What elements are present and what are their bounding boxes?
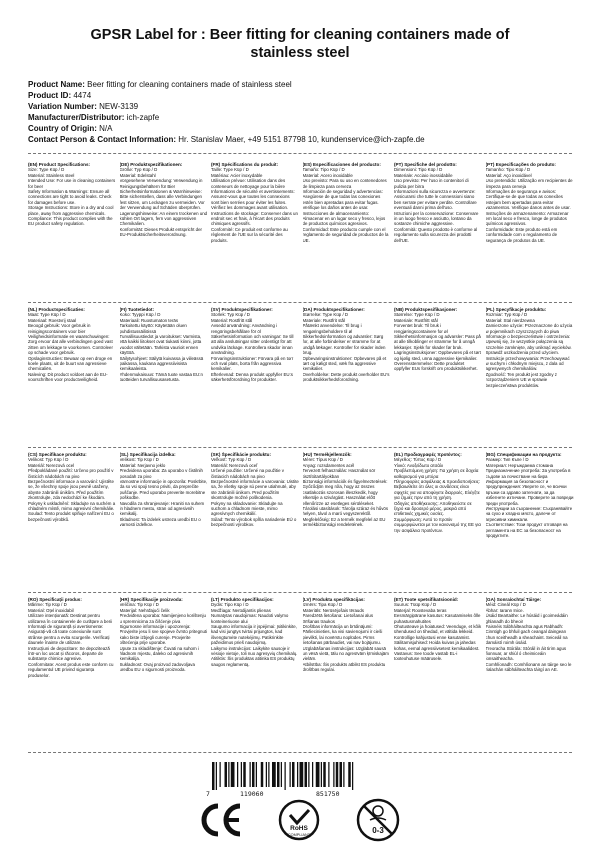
manufacturer-row: Manufacturer/Distributor: ich-zapfe [28,113,160,122]
spec-line: Lagerungshinweise: An einem trockenen und kühlen Ort lagern, fern von aggressiven Chemikalien. [119,210,208,227]
spec-line: Materiale: Acciaio inossidabile [394,172,453,178]
spec-line: Dydis: Tipo Küp / D [211,602,249,608]
spec-block [211,162,299,300]
spec-line: Opslaginstructies: Bewaar op een droge en koele plaats, uit de buurt van agressieve chemicaliën. [28,355,113,372]
spec-line: Materiál: Nerezová oceľ [211,462,258,468]
barcode-bar [268,762,269,787]
spec-line: Conformitate: Acest produs este conform cu regulamentul UE privind siguranța produselor. [28,661,114,678]
spec-line: Paredzētā lietošana: Lietošanai alus tīrīšanas traukos [302,613,374,624]
spec-line: Størrelse: Type Küp / D [394,312,440,318]
spec-line: Méid: Cineál Küp / D [485,602,526,608]
spec-line: Förvaringsinstruktioner: Förvara på en torr och sval plats, borta från aggressiva kemikalier. [211,355,294,372]
spec-line: Vorgesehene Verwendung: Verwendung in Reinigungsbehältern für Bier [119,178,203,189]
barcode-bar [316,762,320,787]
spec-line: Tárolási utasítások: Tárolja száraz és hűvös helyen, távol a maró vegyszerektől. [302,506,389,517]
spec-line: Materiał: Stal nierdzewna [485,317,535,323]
barcode-bar [328,762,329,787]
spec-line: Instructions de stockage: Conserver dans un endroit sec et frais, à l'écart des produits chimiques agressifs. [211,210,298,227]
spec-line: Säkerhetsinformation och varningar: Se till att alla anslutningar sitter ordentligt för att undvika läckage. Kontrollera skador innan användning. [211,334,294,356]
spec-line: Maat: Type Küp / D [28,312,66,318]
variation-number-row: Variation Number: NEW-3139 [28,102,139,111]
barcode-digit-group: 851750 [316,790,340,798]
spec-line: Numatytas naudojimas: Naudoti valymo konteineriuose alui [211,613,289,624]
divider [28,302,572,303]
rohs-compliant-label: COMPLIANT [287,833,311,837]
spec-line: Informații de siguranță și avertismente: Asigurați-vă că toate conexiunile sunt strânse pentru a evita scurgerile. Verificați daunele înainte de utilizare. [28,624,110,646]
spec-line: Safety Information & Warnings: Ensure all connections are tight to avoid leaks. Check for damages before use. [28,189,112,205]
barcode-bar [231,762,235,787]
age-warning-icon [356,798,400,842]
spec-heading: (FI) Tuotetiedot: [119,307,155,312]
spec-line: Súlad: Tento výrobok spĺňa nariadenie EÚ o bezpečnosti výrobkov. [211,516,297,528]
barcode-bar [297,762,298,787]
age-label: 0-3 [372,826,384,835]
spec-line: Material: Rostfritt stål [211,317,253,323]
spec-line: Upute za skladištenje: Čuvati na suhom i hladnom mjestu, daleko od agresivnih kemikalija. [119,645,199,662]
spec-line: Ohutusteave ja hoiatused: Veenduge, et kõik ühendused on tihedad, et vältida lekkeid. Kontrollige kahjustusi enne kasutamist. [394,624,482,640]
product-id-row: Product ID: 4474 [28,91,92,100]
spec-line: Overensstemmelse: Dette produktet oppfyller EUs forskrift om produktsikkerhet. [394,361,478,372]
spec-line: Predviđena uporaba: Namijenjeno korištenju u spremnicima za čišćenje piva [119,613,206,624]
divider [28,592,572,593]
barcode-bar [272,762,276,787]
spec-line: Navodila za shranjevanje: Hraniti na suhem in hladnem mestu, stran od agresivnih kemikalij. [119,500,205,517]
spec-line: Størrelse: Type Küp / D [302,312,349,318]
spec-line: Skladnost: Ta izdelek ustreza uredbi EU o varnosti izdelkov. [119,516,201,528]
spec-line: Velikost: Typ Küp / D [28,457,69,463]
spec-heading: (DA) Produktspecifikationer: [302,307,365,312]
spec-line: Ábhar: Iarann Inice. [485,607,524,613]
barcode-bar [212,762,215,790]
spec-block [486,452,574,590]
spec-line: Uzglabāšanas instrukcijas: Uzglabāt sausā un vēsā vietā, tālu no agresīvām ķīmiskajām vielām. [302,645,389,662]
spec-line: Uso previsto: Per l'uso in contenitori di pulizia per birra [394,178,469,189]
divider [28,752,572,753]
spec-block [394,162,482,300]
spec-heading: (PL) Specyfikacje produktu: [485,307,547,312]
spec-line: Velikost: Tip Küp / D [119,457,159,463]
spec-line: Forventet bruk: Til bruk i rengjøringscontainere for øl [394,323,448,334]
spec-line: Materiaal: Roestvrij staal [28,317,77,323]
spec-block [28,307,116,445]
spec-line: Säilitamisjuhised: Hoida kuivas ja jahedas kohas, eemal agressiivsetest kemikaalidest. [394,640,480,651]
barcode-bar [216,762,217,790]
contact-row: Contact Person & Contact Information: Hr. Stanislav Maer, +49 5151 87798 10, kundenservice@ich-zapfe.de [28,135,425,144]
spec-line: Instruções de armazenamento: Armazenar em local seco e fresco, longe de produtos químicos agressivos. [485,210,569,227]
spec-heading: (LV) Produkta specifikācijas: [302,597,365,602]
spec-heading: (DE) Produktspezifikationen: [119,162,183,167]
spec-line: Conformidade: Este produto está em conformidade com o regulamento de segurança de produtos da UE. [485,226,558,243]
spec-line: Overholdelse: Dette produkt overholder EU's produktsikkerhedsforordning. [302,371,390,383]
spec-heading: (RO) Specificații produs: [28,597,82,602]
barcode-bar [241,762,242,787]
barcode-bar [290,762,291,787]
spec-line: Conformité: Ce produit est conforme au règlement de l'UE sur la sécurité des produits. [211,226,288,243]
spec-heading: (EN) Product Specifications: [28,162,91,167]
barcode-bar [261,762,264,787]
spec-line: Utilisation prévue: Utilisation dans des conteneurs de nettoyage pour la bière [211,178,286,189]
barcode-bar [292,762,295,787]
spec-line: Varnostne informacije in opozorila: Poskrbite, da so vsi spoji tesno priviti, da preprečite puščanje. Pred uporabo preverite morebitne poškodbe. [119,479,208,501]
spec-line: Materiale: Rustfritt stål [394,317,438,323]
spec-line: Yhdenmukaisuus: Tämä tuote vastaa EU:n tuotteiden turvallisuusasetusta. [119,371,203,383]
spec-heading: (HR) Specifikacije proizvoda: [119,597,183,602]
barcode-bar [220,762,221,787]
spec-block [303,452,391,590]
spec-heading: (SK) Špecifikácie produktu: [211,452,271,457]
spec-line: Påtænkt anvendelse: Til brug i rengøringsbeholdere til øl [302,323,362,334]
divider [28,447,572,448]
spec-line: Sicherheitsinformationen & Warnhinweise: Bitte sicherstellen, dass alle Verbindungen fest sitzen, um Leckagen zu vermeiden. Vor der Verwendung auf Schäden überprüfen. [119,189,205,211]
spec-line: Určené použitie: Určené na použitie v čistiacich nádobách na pivo [211,468,284,479]
spec-line: Tarkoitettu käyttö: Käytetään oluen puhdistussäiliöissä [119,323,187,334]
spec-line: Dimensioni: Tipo Küp / D [394,167,443,173]
spec-line: Opbevaringsinstruktioner: Opbevares på et tørt og køligt sted, væk fra aggressive kemikalier. [302,355,387,372]
spec-line: Utilizare intenționată: Destinat pentru utilizarea în containerele de curățare a berii [28,613,113,624]
spec-line: Pokyny na skladovanie: Skladujte na suchom a chladnom mieste, mimo agresívnych chemikálií. [211,500,283,517]
spec-line: Tamaño: Tipo Küp / D [302,167,345,173]
spec-line: Materiale: Rustfrit stål [302,317,345,323]
spec-line: Lagringsinstruksjoner: Oppbevares på et tørt og kjølig sted, unna aggressive kjemikalier. [394,350,481,361]
spec-block [486,162,574,300]
barcode-bar [277,762,280,787]
spec-block [394,452,482,590]
spec-line: Mărime: Tip Küp / D [28,602,67,608]
barcode-bar [333,762,334,787]
spec-line: Avsedd användning: Användning i rengöringsbehållare för öl [211,323,278,334]
spec-line: Treoracha Stórála: Stóráil in áit tirim agus fionnuar, ar shiúl ó cheimiceáin ionsaitheacha. [485,645,567,662]
spec-heading: (NL) Productspecificaties: [28,307,85,312]
spec-heading: (PT) Specifiche del prodotto: [394,162,457,167]
spec-line: Turvallisuustiedot ja varoitukset: Varmista, että kaikki liitokset ovat tiukasti kiinni, jotta vuodot vältetään. Tarkista vaurioit ennen käyttöä. [119,334,202,356]
spec-heading: (PT) Especificações do produto: [485,162,556,167]
spec-line: Instrucțiuni de depozitare: Se depozitează într-un loc uscat și răcoros, departe de substanțe chimice agresive. [28,645,110,662]
spec-line: Matériau: Acier inoxydable [211,172,263,178]
spec-line: Atbilstība: Šis produkts atbilst ES produktu drošības regulai. [302,661,386,673]
spec-line: Úsáid Beartaithe: Le húsáid i gcoimeádáin ghlanadh do bheoir [485,613,568,624]
spec-heading: (GA) Sonraíochtaí Táirge: [485,597,542,602]
spec-line: Eesmärgipärane kasutus: Kasutamiseks õlle puhastusmahutites [394,613,481,624]
spec-line: Taille: Type Küp / D [211,167,249,173]
spec-line: Μέγεθος: Τύπος Küp / D [394,457,442,463]
spec-block [303,162,391,300]
spec-block [394,597,482,735]
spec-block [486,597,574,735]
spec-line: Rozmiar: Typ Küp / D [485,312,528,318]
spec-line: Suurus: Tüüp Küp / D [394,602,437,608]
spec-block [486,307,574,445]
title-line-1: GPSR Label for : Beer fitting for cleaning containers made of [90,27,510,43]
spec-heading: (FR) Spécifications du produit: [211,162,279,167]
barcode-bar [336,762,339,787]
spec-line: Material: Edelstahl [119,172,156,178]
page-title [20,26,580,62]
spec-line: Konformität: Dieses Produkt entspricht der EU-Produktsicherheitsverordnung. [119,226,202,238]
spec-line: Conformidad: Este producto cumple con el reglamento de seguridad de productos de la UE. [302,226,389,243]
spec-line: Conformità: Questo prodotto è conforme al regolamento sulla sicurezza dei prodotti dell'UE. [394,226,478,243]
barcode-bar [225,762,228,787]
spec-block [120,162,208,300]
spec-line: Bezpečnostní informace a varování: Ujistěte se, že všechny spoje jsou pevně utaženy, abyste zabránili únikům. Před použitím zkontrolujte, zda nedochází ke škodám. [28,479,114,501]
spec-line: Sukladnost: Ovaj proizvod zadovoljava uredbu EU o sigurnosti proizvoda. [119,661,195,673]
spec-block [28,452,116,590]
spec-block [28,162,116,300]
barcode-bar [308,762,309,787]
spec-line: Beoogd gebruik: Voor gebruik in reinigingscontainers voor bier [28,323,91,334]
compliance-symbols [0,798,600,844]
spec-line: Megfelelőség: Ez a termék megfelel az EU termékbiztonsági rendeletének. [302,516,386,528]
spec-heading: (BG) Спецификации на продукта: [485,452,562,457]
spec-line: Tamanho: Tipo Küp / D [485,167,531,173]
spec-line: Съответствие: Този продукт отговаря на регламента на ЕС за безопасност на продуктите. [485,522,568,539]
spec-line: Intended Use: For use in cleaning containers for beer [28,178,116,189]
spec-line: Predvidena uporaba: Za uporabo v čistilnih posodah za pivo [119,468,203,479]
spec-line: Информация за безопасност и предупреждения: Уверете се, че всички връзки са здраво затегнати, за да избегнете изтичане. Проверете за повреди преди употреба. [485,479,574,506]
barcode-bar [312,762,313,787]
spec-line: Tervezett felhasználás: Használat sör tisztítótartályokban [302,468,376,479]
spec-line: Säilytysohjeet: Säilytä kuivassa ja viileässä paikassa, kaukana aggressiivisista kemikaaleista. [119,355,204,372]
spec-line: Naleving: Dit product voldoet aan de EU-voorschriften voor productveiligheid. [28,371,108,383]
spec-line: Instrukcje przechowywania: Przechowywać w suchym i chłodnym miejscu, z dala od agresywnych chemikaliów. [485,355,570,372]
spec-line: Storage Instructions: Store in a dry and cool place, away from aggressive chemicals. [28,205,114,216]
barcode-bar [352,762,353,790]
barcode-bar [281,762,282,787]
spec-block [120,307,208,445]
barcode-bar [228,762,229,787]
spec-line: Drošības informācija un brīdinājumi: Pārliecinieties, ka visi savienojumi ir cieši pievilkti, lai novērstu noplūdes. Pirms lietošanas pārbaudiet, vai nav bojājumu. [302,624,383,646]
spec-line: Sigurnosne informacije i upozorenja: Provjerite jesu li sve spojeve čvrsto pritegnuti kako biste izbjegli curenje. Provjerite oštećenja prije uporabe. [119,624,208,646]
spec-line: Materjal: Roostevaba teras [394,607,447,613]
spec-line: Instrucciones de almacenamiento: Almacenar en un lugar seco y fresco, lejos de productos químicos agresivos. [302,210,386,227]
spec-line: Προβλεπόμενη χρήση: Για χρήση σε δοχεία καθαρισμού για μπύρα [394,468,479,479]
product-name-row: Product Name: Beer fitting for cleaning containers made of stainless steel [28,80,292,89]
barcode-bars [206,762,394,790]
spec-line: Υλικό: Ανοξείδωτο ατσάλι [394,462,444,468]
spec-line: Soulad: Tento produkt splňuje nařízení EU o bezpečnosti výrobků. [28,511,114,522]
spec-line: Předpokládané použití: Určeno pro použití v čisticích nádobách na pivo [28,468,114,479]
barcode-bar [266,762,267,787]
spec-line: Méret: Típus Küp / D [302,457,343,463]
spec-line: Materiāls: Nerūsējošais tērauds [302,607,364,613]
barcode-bar [343,762,344,787]
spec-block [120,597,208,735]
spec-line: Zgodność: Ten produkt jest zgodny z rozporządzeniem UE w sprawie bezpieczeństwa produktów. [485,371,557,388]
spec-line: Materiál: Nerezová ocel [28,462,75,468]
barcode-bar [323,762,326,787]
spec-line: Material: Acero inoxidable [302,172,353,178]
spec-heading: (NB) Produktspesifikasjoner: [394,307,458,312]
spec-line: Uso pretendido: Utilização em recipientes de limpeza para cerveja [485,178,573,189]
spec-heading: (SL) Specifikacija izdelka: [119,452,176,457]
spec-line: Informations de sécurité et avertissements: Assurez-vous que toutes les connexions sont bien serrées pour éviter les fuites. Vérifiez les dommages avant utilisation. [211,189,295,211]
spec-line: Bezpečnostné informácie a varovania: Uistite sa, že všetky spoje sú pevne utiahnuté, aby ste zabránili únikom. Pred použitím skontrolujte možné poškodenia. [211,479,299,501]
rohs-label: RoHS [290,825,308,832]
spec-line: Comhlíonadh: Comhlíonann an táirge seo le rialachán sábháilteachta táirgí an AE. [485,661,572,673]
spec-heading: (HU) Termékjellemzők: [302,452,352,457]
spec-line: Información de seguridad y advertencias: Asegúrese de que todas las conexiones estén bien apretadas para evitar fugas. Verifique los daños antes de usar. [302,189,383,211]
spec-block [211,597,299,735]
barcode-bar [243,762,246,787]
spec-line: Istruzioni per la conservazione: Conservare in un luogo fresco e asciutto, lontano da sostanze chimiche aggressive. [394,210,479,227]
spec-line: Sikkerhedsinformation og advarsler: Sørg for, at alle forbindelser er stramme for at undgå lækager. Kontroller for skader inden brug. [302,334,386,356]
spec-block [394,307,482,445]
barcode-bar [252,762,255,787]
country-of-origin-row: Country of Origin: N/A [28,124,113,133]
spec-line: Laikymo instrukcijos: Laikykite sausoje ir vėsioje vietoje, toli nuo agresyvių chemikalų. [211,645,298,657]
spec-block [303,307,391,445]
spec-line: Инструкции за съхранение: Съхранявайте на сухо и хладно място, далече от агресивни химикали. [485,506,573,522]
spec-line: Informazioni sulla sicurezza e avvertenze: Assicurarsi che tutte le connessioni siano ben serrate per evitare perdite. Controllare eventuali danni prima dell'uso. [394,189,477,211]
spec-line: Materijal: Nehrđajući čelik [119,607,170,613]
spec-block [28,597,116,735]
barcode-digit-group: 119060 [240,790,264,798]
barcode-bar [250,762,251,787]
spec-line: Saugumo informacija ir įspėjimai: Įsitikinkite, kad visi jungtys tvirtai prijungtos, kad išvengtumėte nutekėjimų. Patikrinkite pažeidimus prieš naudojimą. [211,624,297,646]
spec-heading: (LT) Produkto specifikacijos: [211,597,274,602]
rohs-icon [278,799,320,841]
barcode-bar [340,762,343,787]
spec-line: Veiligheidsinformatie en waarschuwingen: Zorg ervoor dat alle verbindingen goed vast zitten om lekkage te voorkomen. Controleer op schade voor gebruik. [28,334,113,356]
spec-line: Anyag: rozsdamentes acél [302,462,355,468]
spec-line: Koko: Tyyppi Küp / D [119,312,161,318]
spec-line: Материал: Неръждаема стомана [485,462,554,468]
barcode-bar [321,762,322,787]
spec-line: Предназначение употреба: За употреба в съдове за почистване на бира [485,468,571,479]
spec-line: Pokyny k uskladnění: Skladujte na suchém a chladném místě, mimo agresivní chemikálie. [28,500,116,512]
spec-line: Οδηγίες αποθήκευσης: Αποθηκεύστε σε ξηρό και δροσερό μέρος, μακριά από επιθετικές χημικές ουσίες. [394,500,472,517]
barcode [206,762,394,798]
spec-line: Medžiaga: Nerūdijantis plienas [211,607,271,613]
spec-line: Efterlevnad: Denna produkt uppfyller EU:s säkerhetsförordning för produkter. [211,371,294,383]
spec-line: Biztonsági információk és figyelmeztetések: Győződjön meg róla, hogy az összes csatlakozás szorosan illeszkedik, hogy elkerülje a szivárgást. Használat előtt ellenőrizze az esetleges sérüléseket. [302,479,388,506]
spec-line: Größe: Typ Küp / D [119,167,158,173]
divider [28,153,572,154]
spec-line: Uso previsto: Para su uso en contenedores de limpieza para cerveza [302,178,387,189]
spec-block [303,597,391,735]
spec-line: Συμμόρφωση: Αυτό το προϊόν συμμορφώνεται με τον κανονισμό της ΕΕ για την ασφάλεια προϊόντων. [394,516,481,533]
spec-line: Material: Aço inoxidável [485,172,532,178]
spec-line: Faisnéis Sábháilteachta agus Rabhadh: Cinntigh go bhfuil gach ceangal daingean chun sceitheadh a sheachaint. Seiceáil na damáistí roimh úsáid. [485,624,568,646]
spec-line: Material: Oțel inoxidabil [28,607,74,613]
spec-line: Veličina: Tip Küp / D [119,602,159,608]
spec-heading: (CS) Specifikace produktu: [28,452,87,457]
spec-line: Zamierzone użycie: Przeznaczone do użycia w pojemnikach czyszczących do piwa [485,323,573,334]
spec-line: Material: Nerjavno jeklo [119,462,166,468]
spec-line: Размер: Тип Къпе / D [485,457,529,463]
spec-block [211,452,299,590]
spec-heading: (EL) Προδιαγραφές προϊόντος: [394,452,462,457]
ce-mark-icon [198,800,244,840]
spec-heading: (SV) Produktspecifikationer: [211,307,273,312]
spec-line: Atitiktis: Šis produktas atitinka ES produktų saugos reglamentą. [211,656,295,667]
spec-heading: (ET) Toote spetsifikatsioonid: [394,597,459,602]
spec-line: Vastavus: See toode vastab EL-i tooteohutuse määrusele. [394,651,458,662]
spec-line: Πληροφορίες ασφάλειας & προειδοποιήσεις: Βεβαιωθείτε ότι όλες οι συνδέσεις είναι σφιχτές για να αποφύγετε διαρροές. Ελέγξτε για ζημιές πριν από τη χρήση. [394,479,481,501]
product-info [28,79,588,145]
spec-block [211,307,299,445]
spec-block [120,452,208,590]
spec-line: Compliance: This product complies with the EU product safety regulation. [28,216,113,227]
spec-line: Informações de segurança e avisos: Certifique-se de que todas as conexões estejam bem apertadas para evitar vazamentos. Verifique danos antes de usar. [485,189,571,211]
spec-line: Izmērs: Tipa Küp / D [302,602,343,608]
barcode-digit-group: 7 [206,790,210,798]
spec-heading: (ES) Especificaciones del producto: [302,162,381,167]
spec-line: Informacje o bezpieczeństwie i ostrzeżenia: Upewnij się, że wszystkie połączenia są szczelnie zamknięte, aby uniknąć wycieków. Sprawdź uszkodzenia przed użyciem. [485,334,572,356]
title-line-2: stainless steel [250,45,350,61]
spec-line: Size: Type Küp / D [28,167,65,173]
barcode-bar [256,762,257,787]
spec-line: Material: Stainless steel [28,172,75,178]
barcode-bar [348,762,351,787]
spec-line: Materiaali: Ruostumaton teräs [119,317,179,323]
barcode-bar [300,762,304,787]
spec-line: Sikkerhetsinformasjon og advarsler: Pass på at alle tilkoblinger er stramme for å unngå lekkasjer. Sjekk for skader før bruk. [394,334,481,350]
spec-line: Veľkosť: Typ Küp / D [211,457,252,463]
barcode-bar [237,762,238,787]
barcode-bar [285,762,286,790]
barcode-bar [305,762,308,787]
spec-line: Storlek: Typ Küp / D [211,312,250,318]
